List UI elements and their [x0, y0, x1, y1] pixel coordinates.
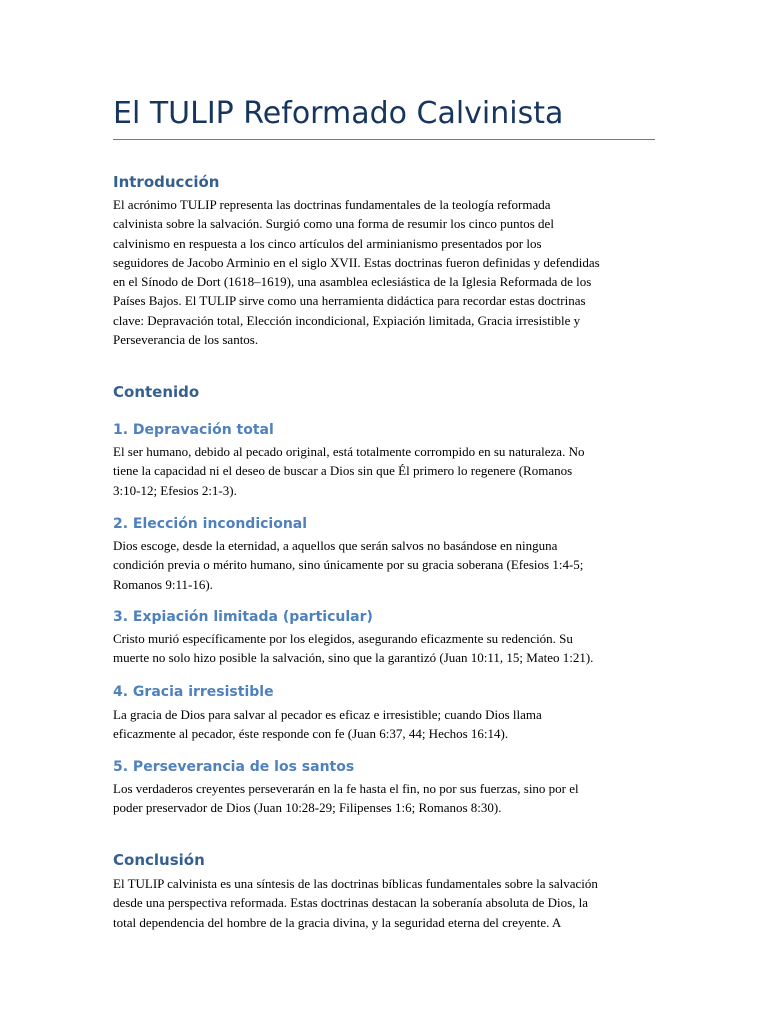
section-heading-depravacion: 1. Depravación total: [113, 422, 274, 438]
section-paragraph-depravacion: [113, 442, 658, 500]
text-line: total dependencia del hombre de la gracia divina, y la seguridad eterna del creyente. A: [113, 914, 562, 930]
conclusion-paragraph: [113, 874, 658, 932]
text-line: El TULIP calvinista es una síntesis de las doctrinas bíblicas fundamentales sobre la salvación: [113, 876, 598, 891]
section-paragraph-gracia: [113, 705, 658, 744]
document-title: El TULIP Reformado Calvinista: [113, 96, 564, 131]
text-line: clave: Depravación total, Elección incondicional, Expiación limitada, Gracia irresistible y: [113, 312, 581, 328]
text-line: El acrónimo TULIP representa las doctrinas fundamentales de la teología reformada: [113, 197, 551, 212]
title-underline: [113, 139, 655, 140]
content-heading: Contenido: [113, 383, 200, 401]
text-line: Los verdaderos creyentes perseverarán en la fe hasta el fin, no por sus fuerzas, sino por el: [113, 781, 579, 796]
text-line: 3:10-12; Efesios 2:1-3).: [113, 482, 237, 498]
section-heading-eleccion: 2. Elección incondicional: [113, 516, 308, 532]
introduction-paragraph: [113, 195, 658, 349]
text-line: muerte no solo hizo posible la salvación, sino que la garantizó (Juan 10:11, 15; Mateo 1:21).: [113, 650, 594, 666]
text-line: eficazmente al pecador, éste responde con fe (Juan 6:37, 44; Hechos 16:14).: [113, 726, 509, 742]
text-line: Perseverancia de los santos.: [113, 332, 259, 348]
section-heading-perseverancia: 5. Perseverancia de los santos: [113, 759, 355, 775]
text-line: seguidores de Jacobo Arminio en el siglo XVII. Estas doctrinas fueron definidas y defendidas: [113, 254, 600, 270]
section-heading-expiacion: 3. Expiación limitada (particular): [113, 609, 373, 625]
text-line: Romanos 9:11-16).: [113, 576, 213, 592]
text-line: La gracia de Dios para salvar al pecador es eficaz e irresistible; cuando Dios llama: [113, 707, 542, 722]
text-line: en el Sínodo de Dort (1618–1619), una asamblea eclesiástica de la Iglesia Reformada de los: [113, 274, 592, 290]
section-heading-gracia: 4. Gracia irresistible: [113, 684, 274, 700]
section-paragraph-expiacion: [113, 629, 658, 668]
section-paragraph-perseverancia: [113, 779, 658, 818]
text-line: poder preservador de Dios (Juan 10:28-29; Filipenses 1:6; Romanos 8:30).: [113, 800, 502, 816]
text-line: Países Bajos. El TULIP sirve como una herramienta didáctica para recordar estas doctrinas: [113, 293, 586, 309]
text-line: desde una perspectiva reformada. Estas doctrinas destacan la soberanía absoluta de Dios, la: [113, 895, 589, 911]
text-line: tiene la capacidad ni el deseo de buscar a Dios sin que Él primero lo regenere (Romanos: [113, 463, 573, 479]
text-line: El ser humano, debido al pecado original, está totalmente corrompido en su naturaleza. No: [113, 444, 585, 459]
conclusion-heading: Conclusión: [113, 851, 205, 869]
text-line: calvinismo en respuesta a los cinco artículos del arminianismo presentados por los: [113, 235, 542, 251]
text-line: condición previa o mérito humano, sino únicamente por su gracia soberana (Efesios 1:4-5;: [113, 557, 584, 573]
introduction-heading: Introducción: [113, 173, 220, 191]
text-line: Cristo murió específicamente por los elegidos, asegurando eficazmente su redención. Su: [113, 631, 573, 646]
section-paragraph-eleccion: [113, 536, 658, 594]
text-line: Dios escoge, desde la eternidad, a aquellos que serán salvos no basándose en ninguna: [113, 538, 558, 553]
text-line: calvinista sobre la salvación. Surgió como una forma de resumir los cinco puntos del: [113, 216, 554, 232]
